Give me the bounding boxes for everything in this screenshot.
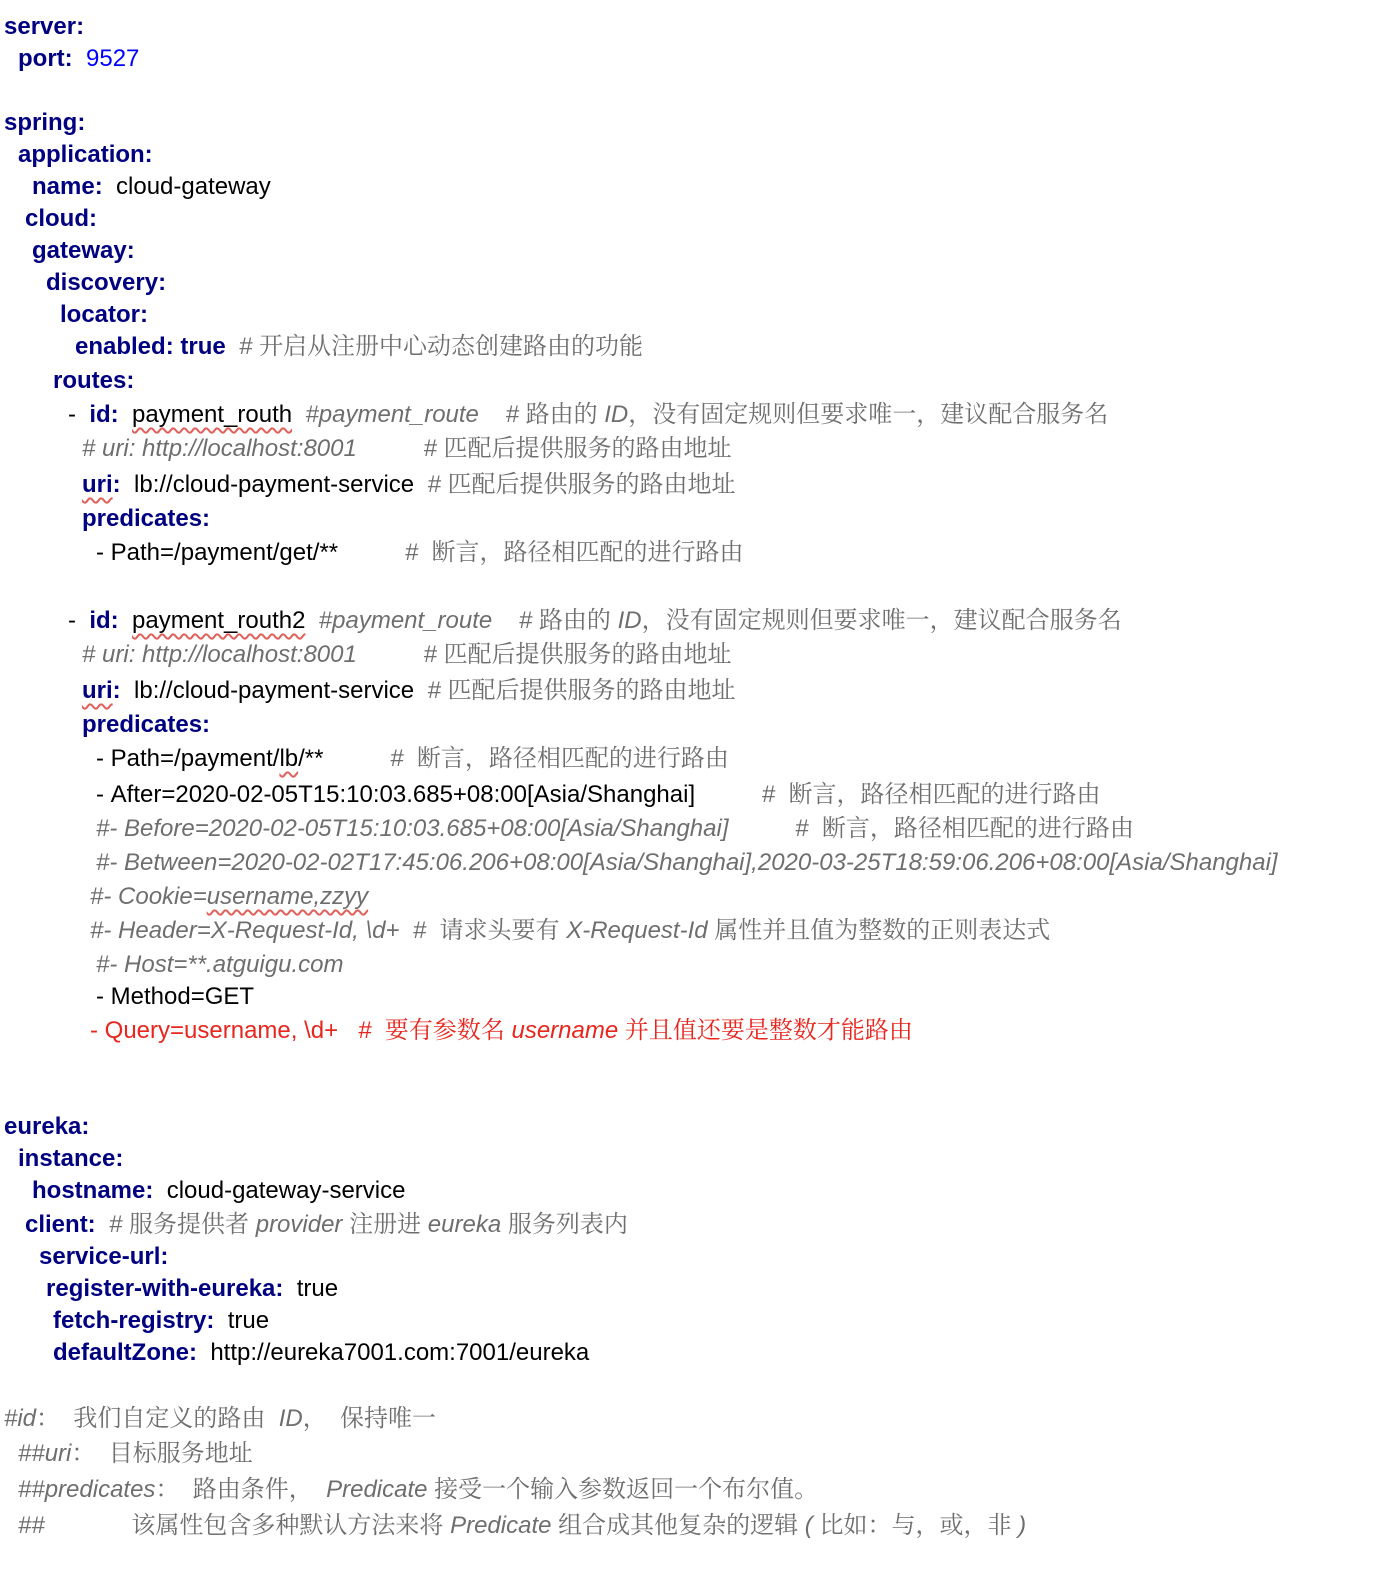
code-line [75, 330, 643, 364]
code-line [18, 138, 153, 172]
code-token: 并且值还要是整数才能路由 [618, 1017, 913, 1044]
code-token: ##predicates [18, 1476, 156, 1503]
code-line [96, 812, 1134, 846]
code-token: hostname: [32, 1177, 154, 1204]
code-token: enabled: [75, 333, 174, 360]
code-token: - Path=/payment/get/** [96, 539, 339, 566]
code-line [32, 170, 271, 204]
code-token: ID [604, 401, 629, 428]
code-token: ，没有固定规则但要求唯一，建议配合服务名 [628, 401, 1109, 428]
code-token: fetch-registry: [53, 1307, 215, 1334]
code-token: cloud: [25, 205, 97, 232]
code-token: - Method=GET [96, 983, 255, 1010]
code-token: gateway: [32, 237, 135, 264]
code-line [82, 674, 735, 708]
code-token [119, 401, 132, 428]
code-token: service-url: [39, 1243, 169, 1270]
code-line [82, 502, 210, 536]
code-token: ， 保持唯一 [302, 1405, 437, 1432]
code-token: #- Cookie= [90, 883, 207, 910]
code-token: # [323, 745, 411, 772]
code-token: 属性并且值为整数的正则表达式 [707, 917, 1051, 944]
code-line [18, 42, 139, 76]
code-token: port: [18, 45, 73, 72]
code-token: instance: [18, 1145, 124, 1172]
code-token: # [239, 333, 260, 360]
code-line [4, 10, 84, 44]
code-token: discovery: [46, 269, 167, 296]
code-token [226, 333, 239, 360]
code-token: 匹配后提供服务的路由地址 [443, 641, 732, 668]
code-line [96, 948, 343, 982]
code-token: # [414, 677, 448, 704]
code-token [305, 607, 318, 634]
code-token: 该属性包含多种默认方法来将 [44, 1512, 451, 1539]
code-token: # [338, 539, 425, 566]
code-line [90, 880, 368, 914]
code-token: true [214, 1307, 270, 1334]
code-line [32, 1174, 405, 1208]
code-line [60, 298, 148, 332]
code-line [39, 1240, 168, 1274]
code-token: cloud-gateway-service [153, 1177, 406, 1204]
code-token: name: [32, 173, 103, 200]
code-token: 注册进 [342, 1211, 428, 1238]
code-token: 服务提供者 [129, 1211, 256, 1238]
code-token: provider [255, 1211, 343, 1238]
code-token: 服务列表内 [501, 1211, 628, 1238]
code-line [53, 364, 134, 398]
code-token: lb://cloud-payment-service [120, 471, 415, 498]
code-line [18, 1142, 123, 1176]
code-token: 路由的 [538, 607, 618, 634]
code-token: # [492, 607, 539, 634]
code-token: #- Host=**.atguigu.com [96, 951, 344, 978]
code-token: predicates: [82, 505, 211, 532]
code-token: application: [18, 141, 153, 168]
code-line [90, 1014, 913, 1048]
code-token: # [478, 401, 526, 428]
code-token: #payment_route [305, 401, 479, 428]
code-token: routes: [53, 367, 135, 394]
code-token: defaultZone: [53, 1339, 197, 1366]
code-token: # uri: http://localhost:8001 # [82, 641, 444, 668]
code-token: true [283, 1275, 339, 1302]
code-token: ： 路由条件， [155, 1476, 327, 1503]
code-token: 匹配后提供服务的路由地址 [443, 435, 732, 462]
code-token: 匹配后提供服务的路由地址 [447, 471, 736, 498]
code-token: 开启从注册中心动态创建路由的功能 [259, 333, 644, 360]
code-line [82, 432, 732, 466]
code-token: ## [18, 1512, 45, 1539]
code-token: #payment_route [318, 607, 493, 634]
code-token: #- Before=2020-02-05T15:10:03.685+08:00[Asia/Shanghai] # [96, 815, 816, 842]
code-token: 请求头要有 [432, 917, 567, 944]
code-token: /** [298, 745, 324, 772]
code-line [96, 846, 1278, 880]
code-token: payment_routh2 [132, 607, 306, 634]
code-token: lb [279, 745, 299, 772]
code-token: http://eureka7001.com:7001/eureka [197, 1339, 590, 1366]
code-line [4, 106, 85, 140]
code-token: ID [617, 607, 642, 634]
code-token: payment_routh [132, 401, 293, 428]
code-token: # [414, 471, 448, 498]
code-token: 接受一个输入参数返回一个布尔值。 [427, 1476, 819, 1503]
code-token: - [68, 607, 90, 634]
code-line [53, 1304, 269, 1338]
code-token: ) [1018, 1512, 1027, 1539]
code-token: #- Between=2020-02-02T17:45:06.206+08:00[Asia/Shanghai],2020-03-25T18:59:06.206+08:00[Asia/Shanghai] [96, 849, 1278, 876]
code-token: 匹配后提供服务的路由地址 [447, 677, 736, 704]
code-token: server: [4, 13, 85, 40]
code-token: 断言，路径相匹配的进行路由 [424, 539, 744, 566]
code-token: 比如：与，或，非 [812, 1512, 1019, 1539]
code-line [25, 202, 97, 236]
code-token: uri [82, 471, 113, 498]
code-token: username [511, 1017, 619, 1044]
code-token: register-with-eureka: [46, 1275, 284, 1302]
code-token: - After=2020-02-05T15:10:03.685+08:00[Asia/Shanghai] [96, 781, 696, 808]
code-token: ： 目标服务地址 [71, 1440, 253, 1467]
code-token: ( [804, 1512, 813, 1539]
code-token: # uri: http://localhost:8001 # [82, 435, 444, 462]
code-token: id: [89, 401, 119, 428]
code-line [82, 638, 732, 672]
code-token: predicates: [82, 711, 211, 738]
code-token: - Path=/payment/ [96, 745, 280, 772]
code-token: 断言，路径相匹配的进行路由 [410, 745, 729, 772]
code-token: X-Request-Id [566, 917, 708, 944]
code-token [292, 401, 305, 428]
code-token: # [358, 1017, 379, 1044]
code-token: uri [82, 677, 113, 704]
code-line [96, 980, 254, 1014]
code-token: 路由的 [525, 401, 605, 428]
code-token: ID [278, 1405, 303, 1432]
code-line [25, 1208, 628, 1242]
code-token: #- Header=X-Request-Id, \d+ # [90, 917, 433, 944]
code-token: # [95, 1211, 130, 1238]
code-line [96, 742, 729, 776]
code-token: 断言，路径相匹配的进行路由 [815, 815, 1134, 842]
code-token: Predicate [326, 1476, 428, 1503]
code-token: true [180, 333, 226, 360]
code-line [4, 1110, 89, 1144]
code-token: spring: [4, 109, 86, 136]
code-token: #id [4, 1405, 37, 1432]
code-token: client: [25, 1211, 96, 1238]
code-line [53, 1336, 589, 1370]
code-line [82, 708, 210, 742]
code-token: eureka: [4, 1113, 90, 1140]
code-line [46, 266, 166, 300]
code-line [32, 234, 135, 268]
code-token: 断言，路径相匹配的进行路由 [781, 781, 1101, 808]
code-line [4, 1402, 436, 1436]
code-token: 要有参数名 [378, 1017, 512, 1044]
code-token: Predicate [450, 1512, 552, 1539]
code-line [82, 468, 735, 502]
code-token: id: [89, 607, 119, 634]
code-line [18, 1509, 1026, 1543]
code-token: # [695, 781, 782, 808]
code-token: : [112, 677, 121, 704]
code-token [73, 45, 86, 72]
code-token: - [68, 401, 90, 428]
code-token: 组合成其他复杂的逻辑 [551, 1512, 805, 1539]
code-token: ： 我们自定义的路由 [36, 1405, 279, 1432]
code-line [18, 1437, 253, 1471]
code-token: eureka [427, 1211, 502, 1238]
code-line [18, 1473, 818, 1507]
code-token: username,zzyy [206, 883, 369, 910]
code-line [90, 914, 1050, 948]
code-line [96, 536, 744, 570]
code-token: cloud-gateway [102, 173, 271, 200]
code-line [46, 1272, 338, 1306]
code-line [68, 398, 1108, 432]
code-token: lb://cloud-payment-service [120, 677, 415, 704]
code-token: : [112, 471, 121, 498]
code-token [119, 607, 132, 634]
code-token: - Query=username, \d+ [90, 1017, 359, 1044]
code-token: locator: [60, 301, 149, 328]
code-line [68, 604, 1122, 638]
code-token: ，没有固定规则但要求唯一，建议配合服务名 [641, 607, 1122, 634]
code-token: 9527 [86, 45, 140, 72]
code-line [96, 778, 1100, 812]
code-token: ##uri [18, 1440, 72, 1467]
